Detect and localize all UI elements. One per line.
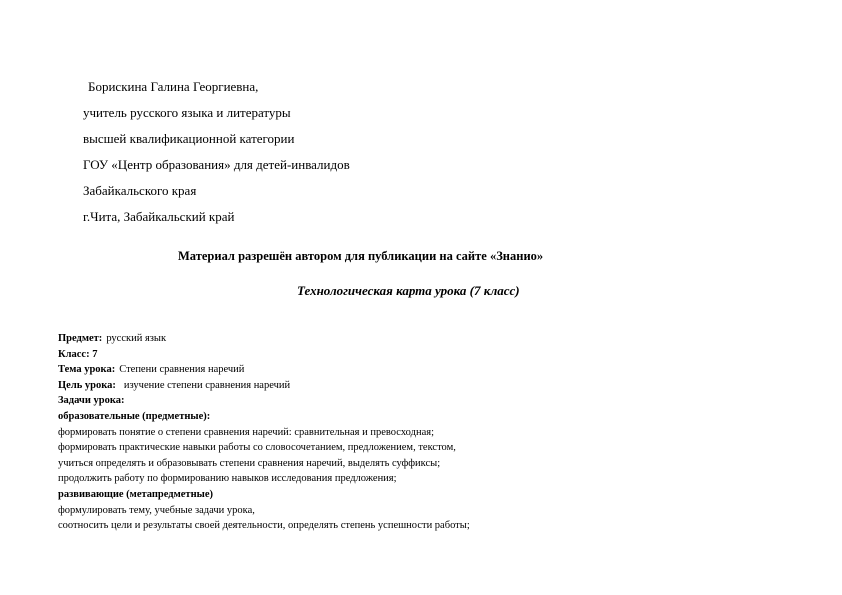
author-category: высшей квалификационной категории: [83, 131, 295, 146]
list-item: соотносить цели и результаты своей деятельности, определять степень успешности работы;: [58, 520, 470, 532]
author-city: г.Чита, Забайкальский край: [83, 209, 235, 224]
author-organization: ГОУ «Центр образования» для детей-инвалидов: [83, 157, 350, 172]
list-item: формировать понятие о степени сравнения наречий: сравнительная и превосходная;: [58, 426, 434, 438]
list-item: продолжить работу по формированию навыков исследования предложения;: [58, 473, 397, 485]
goal-label: Цель урока:: [58, 379, 116, 391]
author-position: учитель русского языка и литературы: [83, 105, 291, 120]
topic-row: [58, 362, 470, 378]
subject-label: Предмет:: [58, 333, 103, 344]
goal-value: изучение степени сравнения наречий: [123, 379, 291, 391]
author-info: [83, 74, 350, 230]
developing-heading: развивающие (метапредметные): [58, 488, 213, 500]
topic-value: Степени сравнения наречий: [119, 364, 245, 376]
subject-value: русский язык: [106, 333, 167, 344]
author-name: Борискина Галина Георгиевна,: [88, 79, 259, 94]
lesson-details: [58, 331, 470, 534]
grade-row: Класс: 7: [58, 348, 98, 360]
list-item: учиться определять и образовывать степени сравнения наречий, выделять суффиксы;: [58, 457, 441, 469]
tasks-heading: Задачи урока:: [58, 395, 125, 407]
list-item: формулировать тему, учебные задачи урока,: [58, 504, 255, 516]
goal-row: [58, 378, 470, 394]
permission-note: Материал разрешён автором для публикации на сайте «Знанио»: [178, 249, 544, 263]
subject-row: [58, 331, 470, 347]
author-region: Забайкальского края: [83, 183, 197, 198]
document-title: Технологическая карта урока (7 класс): [297, 283, 520, 298]
educational-heading: образовательные (предметные):: [58, 410, 211, 422]
topic-label: Тема урока:: [58, 364, 116, 376]
list-item: формировать практические навыки работы со словосочетанием, предложением, текстом,: [58, 442, 456, 454]
